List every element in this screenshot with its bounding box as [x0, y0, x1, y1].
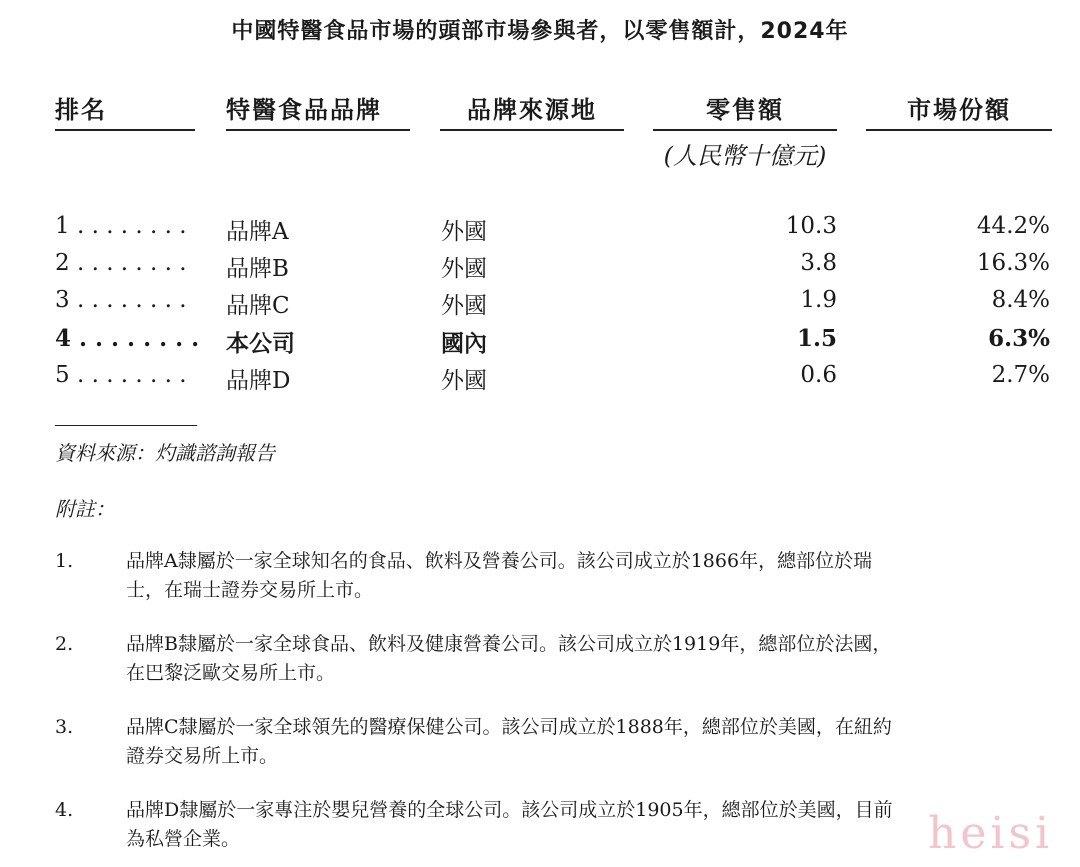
sales-cell: 10.3	[785, 213, 837, 239]
column-header-origin: 品牌來源地	[440, 90, 624, 131]
sales-cell: 1.9	[800, 287, 837, 313]
rank-cell: 2 . . . . . . . .	[55, 250, 187, 276]
share-cell: 6.3%	[988, 325, 1050, 352]
footnote-divider	[55, 425, 197, 426]
rank-cell: 3 . . . . . . . .	[55, 287, 187, 313]
footnote-text	[126, 713, 1056, 771]
origin-cell: 外國	[441, 256, 487, 282]
column-header-rank: 排名	[55, 90, 195, 131]
brand-cell: 品牌C	[226, 293, 290, 319]
sales-unit-label: (人民幣十億元)	[663, 142, 827, 170]
table-row-highlight	[0, 325, 1080, 361]
footnote-line: 品牌C隸屬於一家全球領先的醫療保健公司。該公司成立於1888年，總部位於美國，在紐約	[126, 716, 892, 738]
share-cell: 2.7%	[991, 362, 1050, 388]
footnote-number: 3.	[55, 716, 74, 738]
sales-cell: 1.5	[796, 325, 837, 352]
footnote-text	[126, 630, 1056, 688]
column-header-brand: 特醫食品品牌	[226, 90, 410, 131]
origin-cell: 外國	[441, 293, 487, 319]
footnote-line: 在巴黎泛歐交易所上市。	[126, 662, 336, 684]
table-row	[0, 362, 1080, 398]
column-header-share: 市場份額	[866, 90, 1052, 131]
sales-cell: 0.6	[800, 362, 837, 388]
watermark: heisi	[928, 808, 1054, 859]
footnote-text	[126, 547, 1056, 605]
rank-cell: 1 . . . . . . . .	[55, 213, 187, 239]
source-note: 資料來源：灼識諮詢報告	[55, 441, 275, 465]
brand-cell: 品牌B	[226, 256, 289, 282]
origin-cell: 國內	[441, 330, 487, 357]
footnote-line: 為私營企業。	[126, 828, 241, 850]
origin-cell: 外國	[441, 219, 487, 245]
notes-heading: 附註：	[55, 497, 115, 521]
share-cell: 8.4%	[991, 287, 1050, 313]
share-cell: 44.2%	[976, 213, 1050, 239]
column-header-sales: 零售額	[653, 90, 837, 131]
footnote-line: 士，在瑞士證券交易所上市。	[126, 579, 374, 601]
share-cell: 16.3%	[976, 250, 1050, 276]
origin-cell: 外國	[441, 368, 487, 394]
brand-cell: 品牌D	[226, 368, 291, 394]
footnote-number: 2.	[55, 633, 74, 655]
table-row	[0, 287, 1080, 323]
table-row	[0, 213, 1080, 249]
footnote-line: 品牌D隸屬於一家專注於嬰兒營養的全球公司。該公司成立於1905年，總部位於美國，目前	[126, 799, 893, 821]
footnote-line: 品牌B隸屬於一家全球食品、飲料及健康營養公司。該公司成立於1919年，總部位於法國，	[126, 633, 892, 655]
footnote-number: 4.	[55, 799, 74, 821]
brand-cell: 品牌A	[226, 219, 289, 245]
footnote-line: 品牌A隸屬於一家全球知名的食品、飲料及營養公司。該公司成立於1866年，總部位於瑞	[126, 550, 873, 572]
rank-cell: 5 . . . . . . . .	[55, 362, 187, 388]
page-title: 中國特醫食品市場的頭部市場參與者，以零售額計，2024年	[231, 19, 849, 44]
brand-cell: 本公司	[226, 330, 295, 357]
sales-cell: 3.8	[800, 250, 837, 276]
table-row	[0, 250, 1080, 286]
rank-cell: 4 . . . . . . . .	[55, 325, 200, 352]
footnote-number: 1.	[55, 550, 74, 572]
footnote-text	[126, 796, 1056, 854]
footnote-line: 證券交易所上市。	[126, 745, 279, 767]
